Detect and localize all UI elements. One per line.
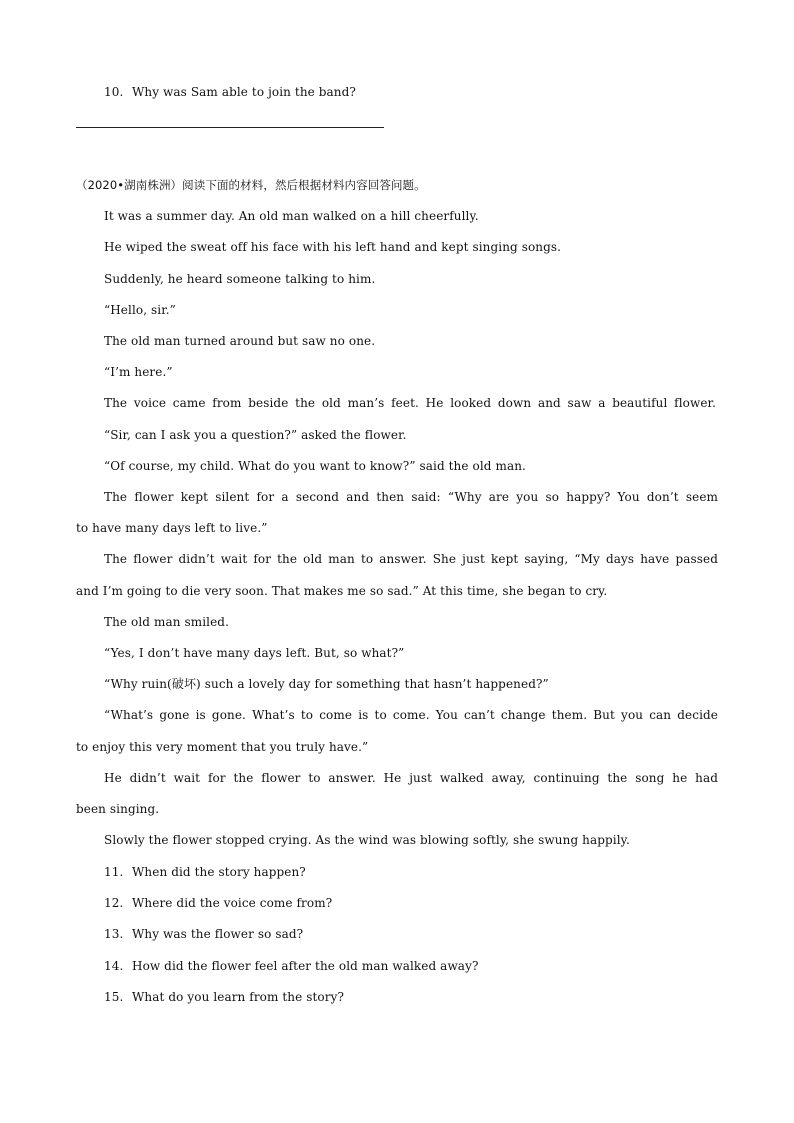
question-number: 15. bbox=[104, 990, 124, 1004]
passage-line: “Of course, my child. What do you want to know?” said the old man. bbox=[104, 459, 526, 473]
passage-line: to enjoy this very moment that you truly have.” bbox=[76, 740, 369, 754]
question-item bbox=[104, 864, 306, 880]
passage-line: “Sir, can I ask you a question?” asked the flower. bbox=[104, 428, 407, 442]
passage-line: The old man smiled. bbox=[104, 615, 229, 629]
passage-line: to have many days left to live.” bbox=[76, 521, 268, 535]
passage-line: “Yes, I don’t have many days left. But, so what?” bbox=[104, 646, 405, 660]
question-text: How did the flower feel after the old man walked away? bbox=[132, 959, 479, 973]
passage-line: “I’m here.” bbox=[104, 365, 173, 379]
answer-line bbox=[76, 127, 384, 128]
passage-line: The flower didn’t wait for the old man to answer. She just kept saying, “My days have passed bbox=[104, 552, 718, 566]
question-number: 11. bbox=[104, 865, 124, 879]
question-item bbox=[104, 989, 344, 1005]
question-text: What do you learn from the story? bbox=[132, 990, 345, 1004]
passage-line: The old man turned around but saw no one. bbox=[104, 334, 376, 348]
question-text: Why was Sam able to join the band? bbox=[132, 85, 356, 99]
question-item bbox=[104, 958, 478, 974]
question-number: 13. bbox=[104, 927, 124, 941]
passage-line: been singing. bbox=[76, 802, 160, 816]
question-10 bbox=[104, 84, 356, 100]
question-number: 14. bbox=[104, 959, 124, 973]
passage-line: “Hello, sir.” bbox=[104, 303, 176, 317]
question-text: When did the story happen? bbox=[132, 865, 306, 879]
passage-line: Slowly the flower stopped crying. As the wind was blowing softly, she swung happily. bbox=[104, 833, 630, 847]
passage-line: and I’m going to die very soon. That makes me so sad.” At this time, she began to cry. bbox=[76, 584, 608, 598]
question-item bbox=[104, 926, 303, 942]
passage-line: It was a summer day. An old man walked on a hill cheerfully. bbox=[104, 209, 479, 223]
question-text: Why was the flower so sad? bbox=[132, 927, 304, 941]
passage-line: The voice came from beside the old man’s feet. He looked down and saw a beautiful flower. bbox=[104, 396, 716, 410]
source-heading: （2020•湖南株洲）阅读下面的材料，然后根据材料内容回答问题。 bbox=[76, 178, 426, 192]
passage-line: “Why ruin(破坏) such a lovely day for something that hasn’t happened?” bbox=[104, 677, 549, 691]
question-text: Where did the voice come from? bbox=[132, 896, 333, 910]
passage-line: He didn’t wait for the flower to answer. He just walked away, continuing the song he had bbox=[104, 771, 718, 785]
question-item bbox=[104, 895, 332, 911]
passage-line: He wiped the sweat off his face with his left hand and kept singing songs. bbox=[104, 240, 562, 254]
passage-line: The flower kept silent for a second and then said: “Why are you so happy? You don’t seem bbox=[104, 490, 718, 504]
passage-line: “What’s gone is gone. What’s to come is to come. You can’t change them. But you can decide bbox=[104, 708, 718, 722]
question-number: 10. bbox=[104, 85, 124, 99]
passage-line: Suddenly, he heard someone talking to him. bbox=[104, 272, 376, 286]
question-number: 12. bbox=[104, 896, 124, 910]
